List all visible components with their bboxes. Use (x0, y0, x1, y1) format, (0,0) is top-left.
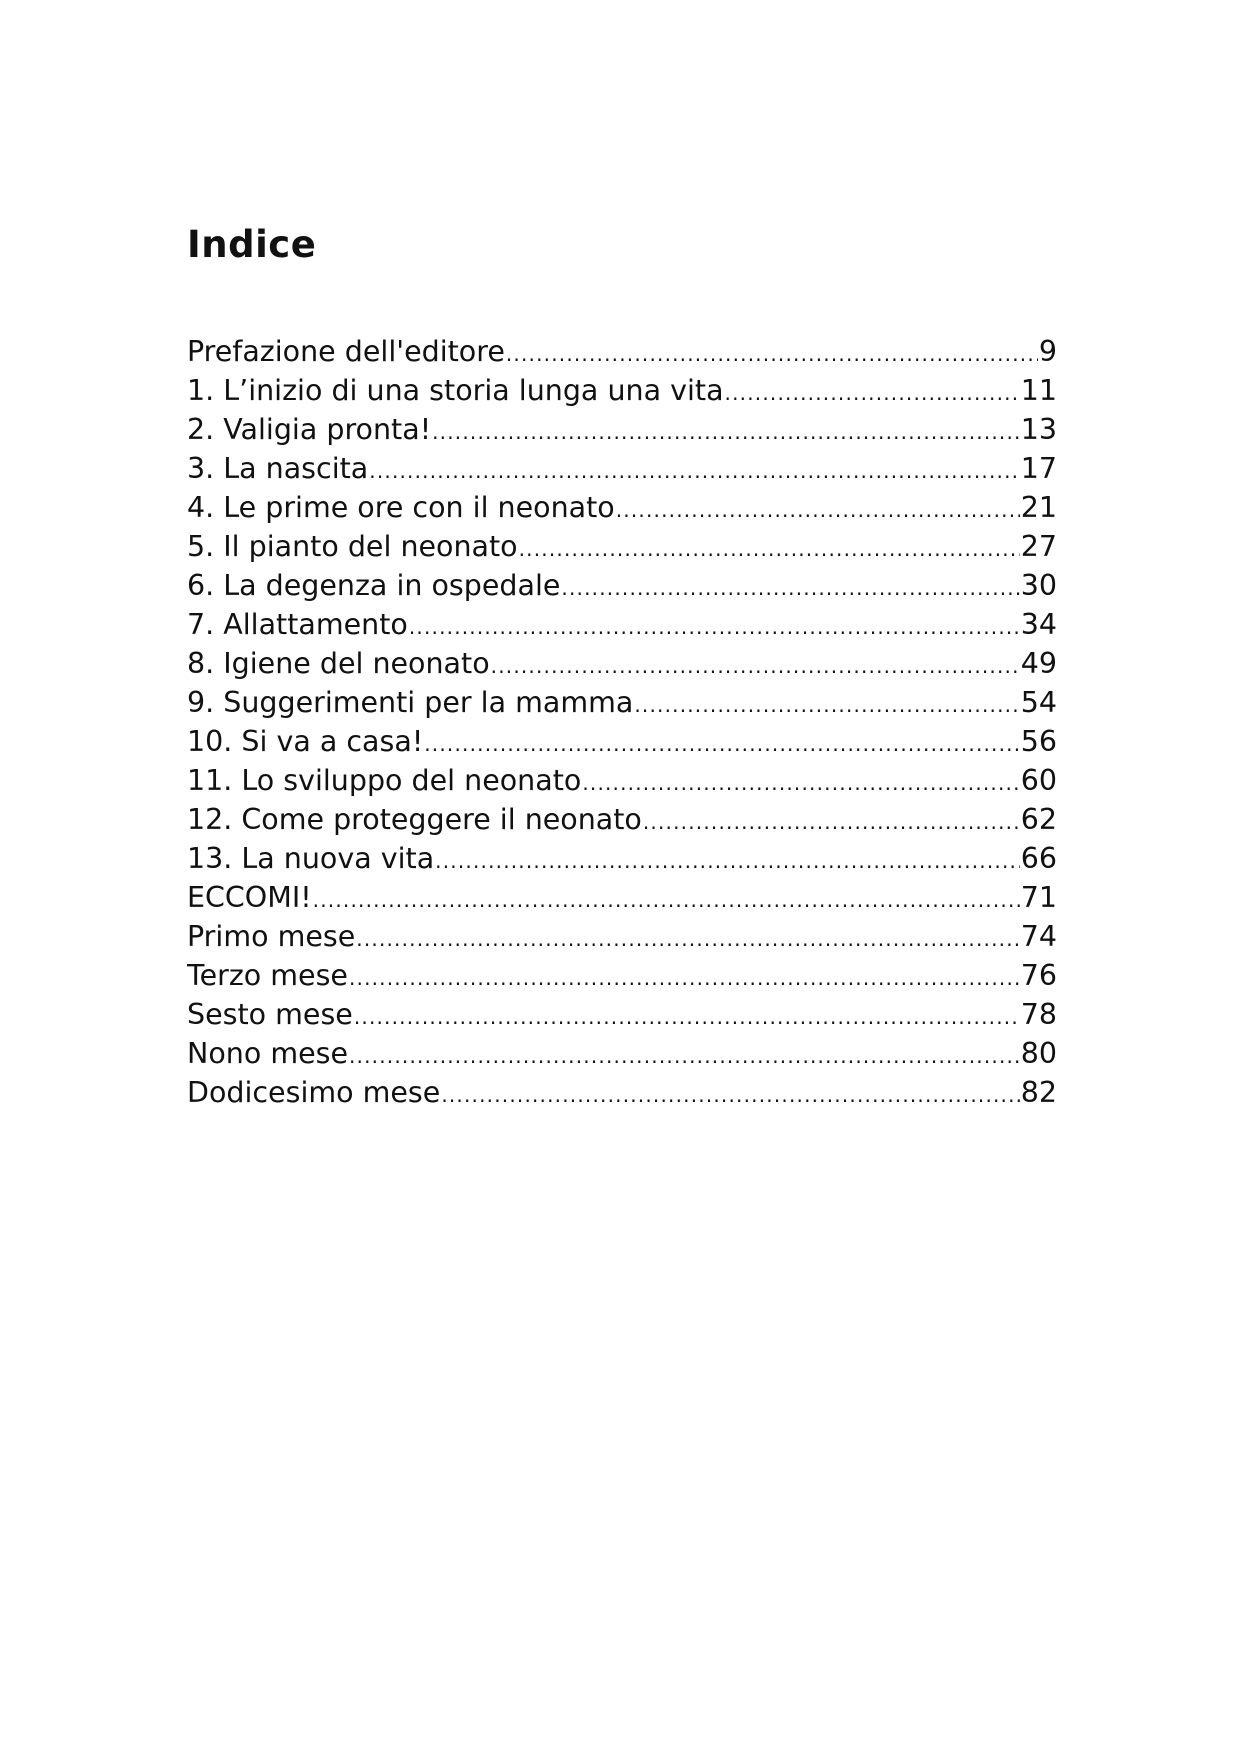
toc-entry-label: 4. Le prime ore con il neonato (187, 491, 615, 524)
toc-entry-page-number: 49 (1020, 647, 1057, 680)
toc-entry (187, 449, 1057, 488)
toc-entry-page-number: 80 (1020, 1037, 1057, 1070)
table-of-contents (187, 332, 1057, 1112)
page-title: Indice (187, 223, 317, 266)
toc-entry-label: 5. Il pianto del neonato (187, 530, 518, 563)
toc-entry (187, 1073, 1057, 1112)
toc-entry-label: Nono mese (187, 1037, 348, 1070)
toc-dot-leader (616, 500, 1020, 520)
toc-entry (187, 761, 1057, 800)
toc-entry-page-number: 54 (1020, 686, 1057, 719)
toc-entry (187, 839, 1057, 878)
toc-entry (187, 1034, 1057, 1073)
toc-dot-leader (356, 929, 1019, 949)
toc-entry-label: 1. L’inizio di una storia lunga una vita (187, 374, 724, 407)
toc-entry-page-number: 17 (1020, 452, 1057, 485)
toc-entry (187, 488, 1057, 527)
toc-entry-page-number: 21 (1020, 491, 1057, 524)
toc-entry (187, 956, 1057, 995)
toc-entry-label: Dodicesimo mese (187, 1076, 441, 1109)
toc-entry (187, 527, 1057, 566)
toc-entry (187, 410, 1057, 449)
toc-dot-leader (349, 968, 1020, 988)
toc-entry-page-number: 78 (1020, 998, 1057, 1031)
toc-entry-label: 10. Si va a casa! (187, 725, 424, 758)
toc-entry-label: Terzo mese (187, 959, 348, 992)
toc-entry-label: 3. La nascita (187, 452, 369, 485)
toc-entry-label: 13. La nuova vita (187, 842, 435, 875)
toc-entry-label: 9. Suggerimenti per la mamma (187, 686, 634, 719)
toc-entry-label: 12. Come proteggere il neonato (187, 803, 642, 836)
toc-entry-label: 8. Igiene del neonato (187, 647, 490, 680)
toc-entry-label: Sesto mese (187, 998, 353, 1031)
toc-dot-leader (435, 851, 1020, 871)
toc-entry-label: ECCOMI! (187, 881, 312, 914)
toc-entry (187, 644, 1057, 683)
toc-entry (187, 995, 1057, 1034)
toc-entry-page-number: 74 (1020, 920, 1057, 953)
toc-entry-page-number: 71 (1020, 881, 1057, 914)
toc-entry-label: Primo mese (187, 920, 356, 953)
toc-entry-page-number: 76 (1020, 959, 1057, 992)
toc-entry (187, 683, 1057, 722)
toc-dot-leader (369, 461, 1019, 481)
toc-entry (187, 605, 1057, 644)
toc-dot-leader (354, 1007, 1020, 1027)
toc-entry-page-number: 13 (1020, 413, 1057, 446)
toc-dot-leader (424, 734, 1019, 754)
toc-entry-page-number: 34 (1020, 608, 1057, 641)
toc-entry (187, 332, 1057, 371)
toc-dot-leader (313, 890, 1020, 910)
toc-entry (187, 917, 1057, 956)
toc-entry (187, 878, 1057, 917)
toc-entry-page-number: 66 (1020, 842, 1057, 875)
toc-entry-label: Prefazione dell'editore (187, 335, 505, 368)
toc-dot-leader (582, 773, 1019, 793)
toc-dot-leader (432, 422, 1020, 442)
toc-entry-label: 6. La degenza in ospedale (187, 569, 561, 602)
toc-entry (187, 722, 1057, 761)
toc-entry-page-number: 60 (1020, 764, 1057, 797)
toc-entry (187, 371, 1057, 410)
toc-entry (187, 800, 1057, 839)
toc-entry-label: 7. Allattamento (187, 608, 408, 641)
toc-dot-leader (561, 578, 1019, 598)
toc-dot-leader (349, 1046, 1020, 1066)
toc-dot-leader (441, 1085, 1019, 1105)
toc-entry-page-number: 82 (1020, 1076, 1057, 1109)
toc-dot-leader (643, 812, 1020, 832)
toc-entry-page-number: 30 (1020, 569, 1057, 602)
toc-dot-leader (634, 695, 1019, 715)
toc-entry-page-number: 11 (1020, 374, 1057, 407)
toc-dot-leader (409, 617, 1020, 637)
toc-entry (187, 566, 1057, 605)
toc-dot-leader (519, 539, 1020, 559)
toc-dot-leader (506, 344, 1038, 364)
toc-entry-label: 11. Lo sviluppo del neonato (187, 764, 582, 797)
toc-entry-page-number: 27 (1020, 530, 1057, 563)
toc-entry-page-number: 62 (1020, 803, 1057, 836)
toc-entry-page-number: 9 (1038, 335, 1057, 368)
toc-dot-leader (491, 656, 1020, 676)
toc-entry-label: 2. Valigia pronta! (187, 413, 432, 446)
toc-entry-page-number: 56 (1020, 725, 1057, 758)
toc-dot-leader (725, 383, 1020, 403)
